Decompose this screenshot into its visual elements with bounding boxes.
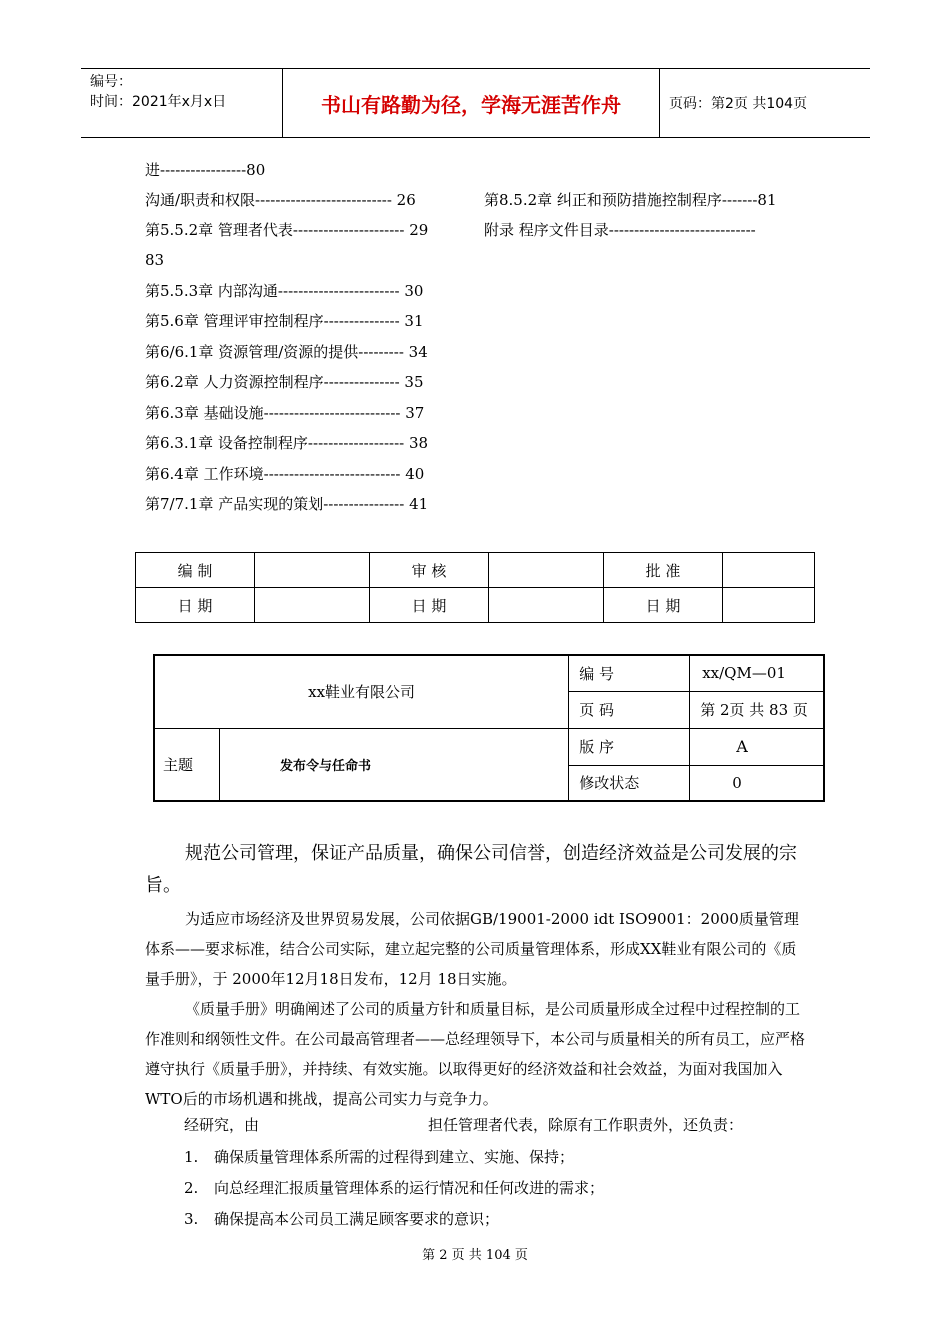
date-value[interactable] [255, 588, 370, 623]
toc-item[interactable]: 沟通/职责和权限--------------------------- 26 [145, 191, 416, 209]
toc-item[interactable]: 附录 程序文件目录----------------------------- [484, 221, 756, 239]
date-label: 日 期 [604, 588, 723, 623]
paragraph-appointment-b: 担任管理者代表，除原有工作职责外，还负责： [428, 1116, 744, 1134]
toc-item[interactable]: 第6.4章 工作环境--------------------------- 40 [145, 465, 425, 483]
paragraph-manual: 《质量手册》明确阐述了公司的质量方针和质量目标，是公司质量形成全过程中过程控制的工作准则和纲领性文件。在公司最高管理者——总经理领导下，本公司与质量相关的所有员工，应严格遵守执行《质量手册》，并持续、有效实施。以取得更好的经济效益和社会效益，为面对我国加入WTO后的市场机遇和挑战，提高公司实力与竞争力。 [145, 1000, 806, 1108]
toc-item[interactable]: 第6.3.1章 设备控制程序------------------- 38 [145, 434, 429, 452]
paragraph-purpose: 规范公司管理，保证产品质量，确保公司信誉，创造经济效益是公司发展的宗旨。 [145, 843, 797, 896]
toc-item[interactable]: 第6/6.1章 资源管理/资源的提供--------- 34 [145, 343, 428, 361]
toc-item[interactable]: 83 [145, 251, 165, 269]
page-header [81, 68, 870, 138]
date-value[interactable] [723, 588, 815, 623]
approval-table [135, 552, 815, 623]
toc-item[interactable]: 第5.5.3章 内部沟通------------------------ 30 [145, 282, 424, 300]
paragraph-basis: 为适应市场经济及世界贸易发展，公司依据GB/19001-2000 idt ISO9001：2000质量管理体系——要求标准，结合公司实际，建立起完整的公司质量管理体系，形成XX鞋业有限公司的《质量手册》，于 2000年12月18日发布，12月 18日实施。 [145, 910, 799, 988]
header-meta [81, 69, 283, 137]
paragraph-appointment-a: 经研究，由 [184, 1116, 260, 1134]
compiled-value[interactable] [255, 553, 370, 588]
list-item [184, 1177, 604, 1198]
list-item-text: 向总经理汇报质量管理体系的运行情况和任何改进的需求； [214, 1179, 605, 1197]
approved-value[interactable] [723, 553, 815, 588]
approved-label: 批 准 [604, 553, 723, 588]
status-label: 修改状态 [569, 765, 690, 801]
company-name: xx鞋业有限公司 [154, 655, 569, 728]
page-value: 第 2页 共 83 页 [690, 691, 824, 728]
subject-value: 发布令与任命书 [220, 728, 569, 801]
date-value[interactable] [489, 588, 604, 623]
list-item-text: 确保质量管理体系所需的过程得到建立、实施、保持； [214, 1148, 575, 1166]
toc-item[interactable]: 第6.2章 人力资源控制程序--------------- 35 [145, 373, 424, 391]
page-footer: 第 2 页 共 104 页 [422, 1248, 528, 1263]
version-label: 版 序 [569, 728, 690, 765]
toc-item[interactable]: 第8.5.2章 纠正和预防措施控制程序-------81 [484, 191, 777, 209]
date-label: 日 期 [136, 588, 255, 623]
subject-label: 主题 [154, 728, 220, 801]
reviewed-label: 审 核 [370, 553, 489, 588]
list-item-number: 3. [184, 1210, 199, 1228]
header-time: 时间：2021年x月x日 [90, 94, 227, 110]
header-motto: 书山有路勤为径，学海无涯苦作舟 [283, 69, 660, 137]
list-item-text: 确保提高本公司员工满足顾客要求的意识； [214, 1210, 500, 1228]
list-item-number: 1. [184, 1148, 199, 1166]
document-info-table [153, 654, 825, 802]
list-item [184, 1208, 499, 1229]
date-label: 日 期 [370, 588, 489, 623]
list-item [184, 1146, 574, 1167]
header-page-info: 页码：第2页 共104页 [669, 96, 808, 112]
code-label: 编 号 [569, 655, 690, 691]
version-value: A [690, 728, 824, 765]
toc-item[interactable]: 第5.5.2章 管理者代表---------------------- 29 [145, 221, 429, 239]
toc-item[interactable]: 第7/7.1章 产品实现的策划---------------- 41 [145, 495, 429, 513]
page-label: 页 码 [569, 691, 690, 728]
header-code: 编号： [90, 74, 132, 90]
toc-item[interactable]: 第6.3章 基础设施--------------------------- 37 [145, 404, 425, 422]
status-value: 0 [690, 765, 824, 801]
compiled-label: 编 制 [136, 553, 255, 588]
list-item-number: 2. [184, 1179, 199, 1197]
code-value: xx/QM—01 [690, 655, 824, 691]
toc-item[interactable]: 第5.6章 管理评审控制程序--------------- 31 [145, 312, 424, 330]
toc-item[interactable]: 进-----------------80 [145, 161, 266, 179]
reviewed-value[interactable] [489, 553, 604, 588]
